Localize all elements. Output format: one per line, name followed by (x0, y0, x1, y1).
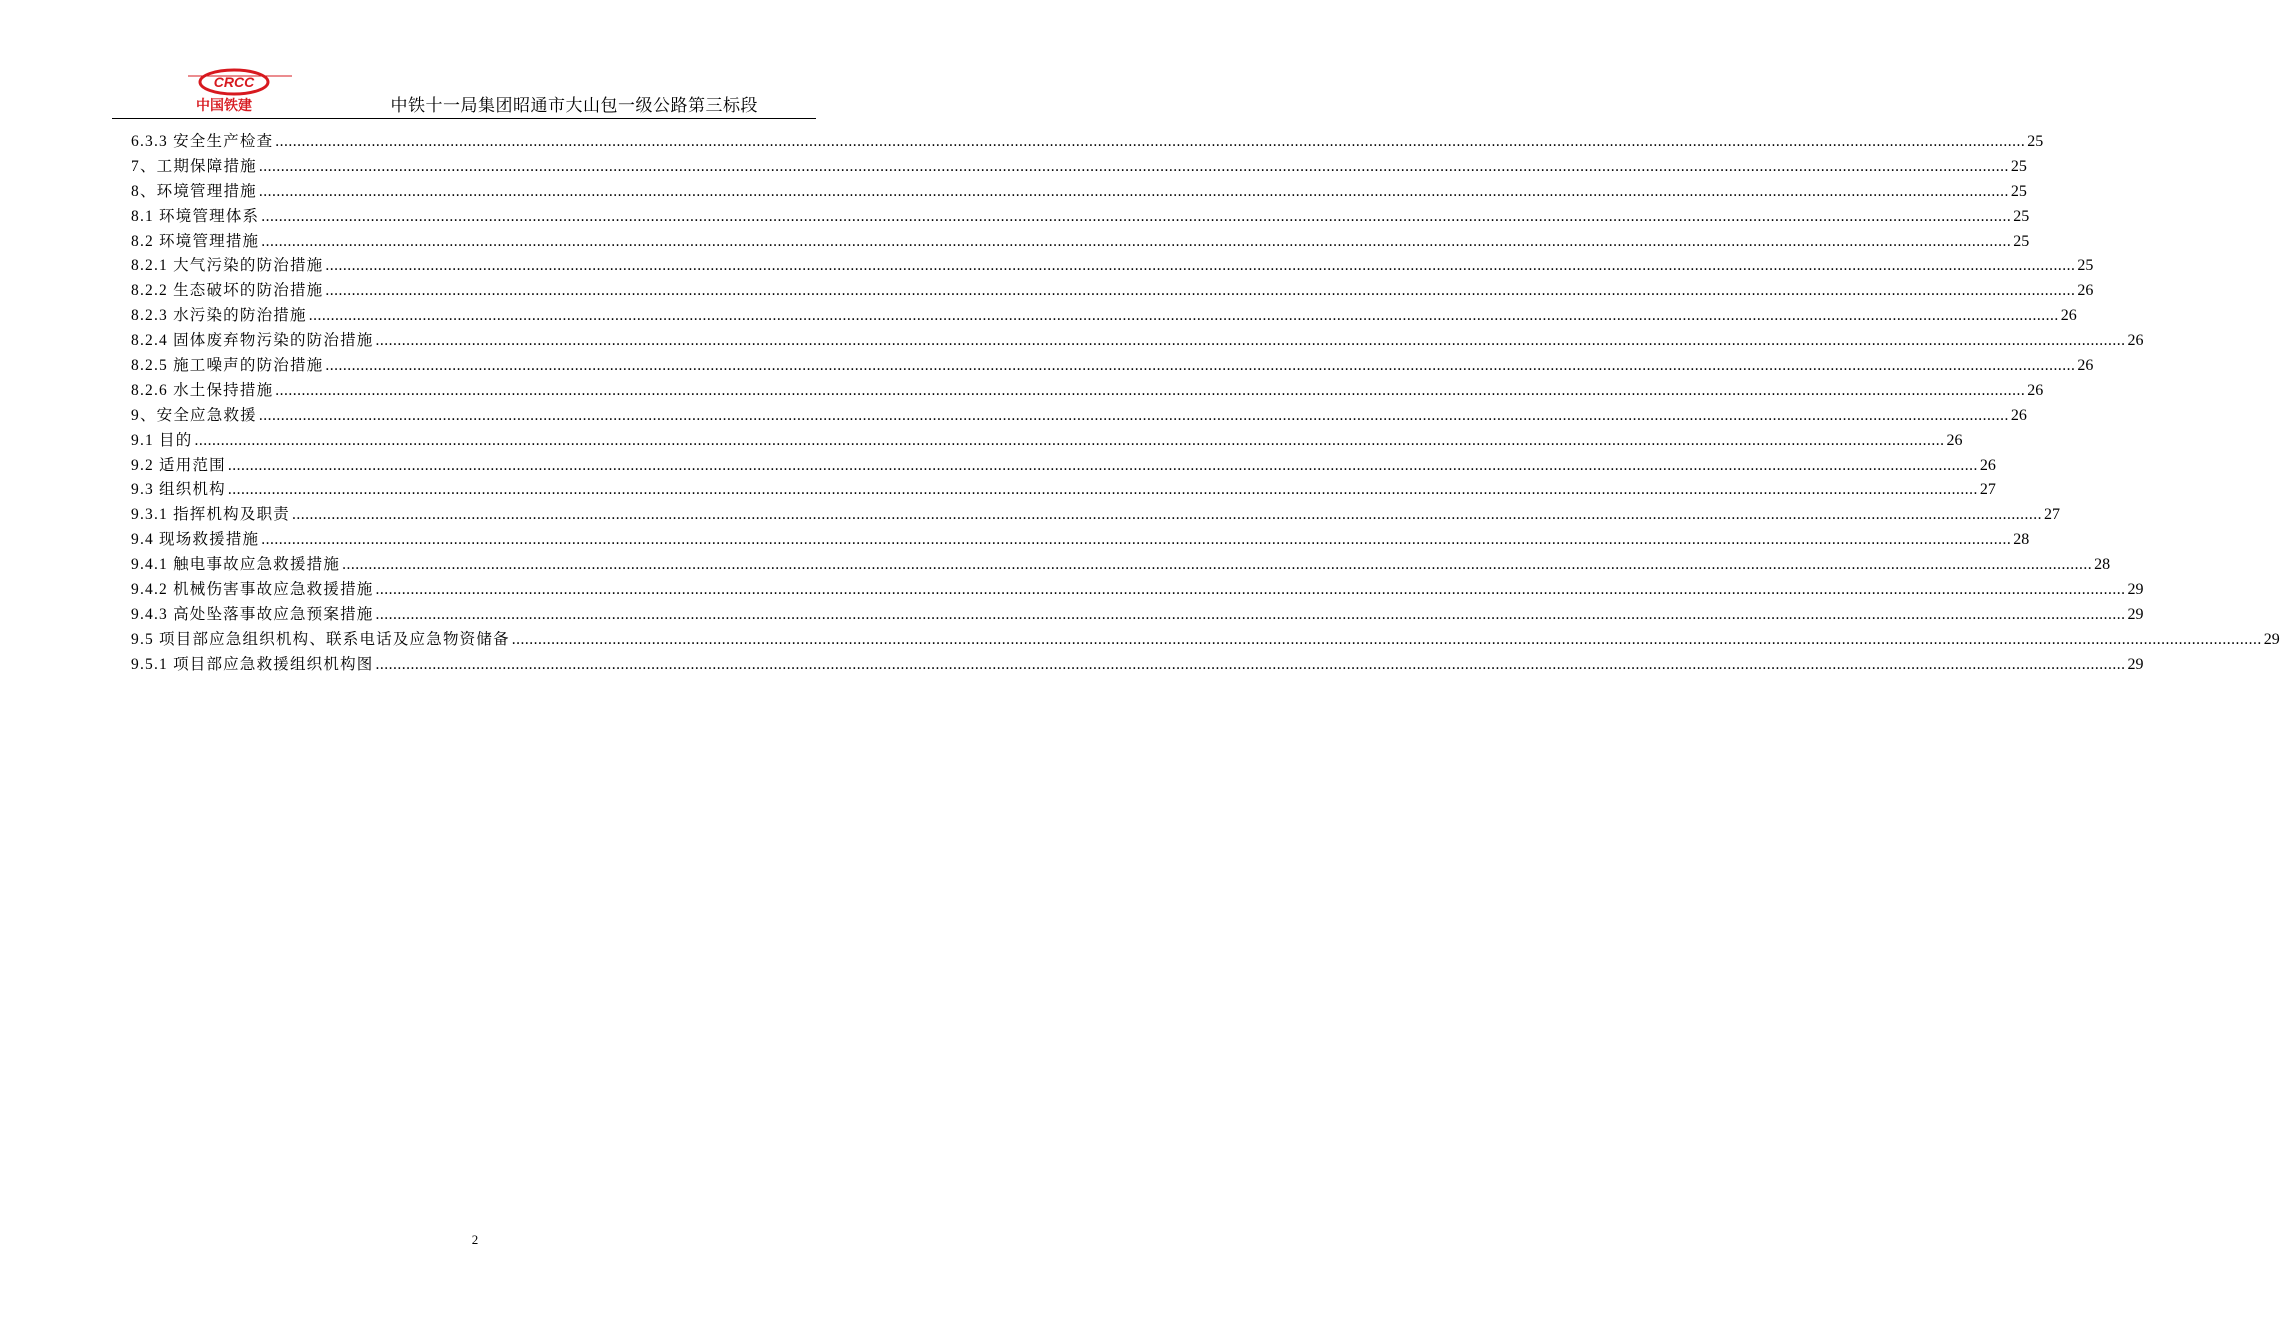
toc-entry-label: 8、环境管理措施 (131, 182, 257, 200)
toc-dot-leader: ................................................................................................................................................................................................................................................................................................................................................................................................................ (261, 207, 2012, 225)
toc-entry[interactable] (131, 653, 2144, 678)
toc-entry-page: 27 (1979, 481, 1996, 499)
toc-entry-label: 9.4 现场救援措施 (131, 531, 260, 549)
toc-entry[interactable] (131, 553, 2111, 578)
toc-entry-page: 26 (2127, 332, 2144, 350)
toc-entry[interactable] (131, 329, 2144, 354)
toc-dot-leader: ................................................................................................................................................................................................................................................................................................................................................................................................................ (375, 605, 2126, 623)
toc-dot-leader: ................................................................................................................................................................................................................................................................................................................................................................................................................ (258, 157, 2009, 175)
toc-entry[interactable] (131, 205, 2030, 230)
toc-entry-label: 8.2.6 水土保持措施 (131, 381, 274, 399)
toc-entry-label: 8.2.2 生态破坏的防治措施 (131, 282, 324, 300)
toc-entry-page: 26 (1979, 456, 1996, 474)
toc-dot-leader: ................................................................................................................................................................................................................................................................................................................................................................................................................ (258, 406, 2009, 424)
toc-entry[interactable] (131, 230, 2030, 255)
page-number: 2 (471, 1232, 479, 1247)
toc-entry-label: 9.5.1 项目部应急救援组织机构图 (131, 655, 374, 673)
toc-entry-label: 8.2.3 水污染的防治措施 (131, 307, 307, 325)
toc-entry-page: 25 (2013, 207, 2030, 225)
toc-dot-leader: ................................................................................................................................................................................................................................................................................................................................................................................................................ (227, 481, 1978, 499)
toc-entry-page: 26 (2027, 381, 2044, 399)
toc-entry-label: 8.2.5 施工噪声的防治措施 (131, 357, 324, 375)
toc-entry-label: 8.2.1 大气污染的防治措施 (131, 257, 324, 275)
toc-entry[interactable] (131, 628, 2280, 653)
toc-entry[interactable] (131, 180, 2027, 205)
toc-entry[interactable] (131, 503, 2060, 528)
toc-entry[interactable] (131, 528, 2030, 553)
toc-dot-leader: ................................................................................................................................................................................................................................................................................................................................................................................................................ (291, 506, 2042, 524)
toc-entry-label: 9.2 适用范围 (131, 456, 226, 474)
toc-entry-page: 29 (2127, 605, 2144, 623)
toc-entry-page: 25 (2027, 133, 2044, 150)
table-of-contents (131, 130, 2280, 678)
toc-dot-leader: ................................................................................................................................................................................................................................................................................................................................................................................................................ (261, 531, 2012, 549)
toc-entry-page: 28 (2013, 531, 2030, 549)
toc-entry-page: 27 (2043, 506, 2060, 524)
toc-entry-label: 8.2.4 固体废弃物污染的防治措施 (131, 332, 374, 350)
toc-entry-page: 29 (2127, 581, 2144, 599)
toc-entry[interactable] (131, 304, 2077, 329)
toc-entry[interactable] (131, 130, 2044, 155)
toc-dot-leader: ................................................................................................................................................................................................................................................................................................................................................................................................................ (275, 381, 2026, 399)
toc-dot-leader: ................................................................................................................................................................................................................................................................................................................................................................................................................ (227, 456, 1978, 474)
toc-dot-leader: ................................................................................................................................................................................................................................................................................................................................................................................................................ (342, 556, 2093, 574)
toc-dot-leader: ................................................................................................................................................................................................................................................................................................................................................................................................................ (375, 581, 2126, 599)
toc-dot-leader: ................................................................................................................................................................................................................................................................................................................................................................................................................ (325, 357, 2076, 375)
crcc-logo (182, 64, 322, 116)
toc-entry-label: 9.4.1 触电事故应急救援措施 (131, 556, 341, 574)
logo-mark-text: CRCC (213, 74, 255, 90)
toc-entry-page: 25 (2077, 257, 2094, 275)
toc-entry-page: 28 (2094, 556, 2111, 574)
toc-dot-leader: ................................................................................................................................................................................................................................................................................................................................................................................................................ (511, 630, 2262, 648)
toc-entry[interactable] (131, 404, 2027, 429)
toc-entry-page: 26 (2060, 307, 2077, 325)
crcc-logo-mark (182, 64, 322, 116)
toc-entry-page: 25 (2013, 232, 2030, 250)
toc-entry-page: 29 (2127, 655, 2144, 673)
toc-dot-leader: ................................................................................................................................................................................................................................................................................................................................................................................................................ (261, 232, 2012, 250)
toc-entry-page: 26 (2010, 406, 2027, 424)
logo-text: 中国铁建 (196, 98, 252, 114)
toc-entry[interactable] (131, 454, 1996, 479)
toc-entry-page: 29 (2263, 630, 2280, 648)
toc-entry-page: 25 (2010, 157, 2027, 175)
toc-entry-label: 7、工期保障措施 (131, 157, 257, 175)
toc-entry[interactable] (131, 578, 2144, 603)
toc-entry-label: 6.3.3 安全生产检查 (131, 133, 274, 150)
toc-dot-leader: ................................................................................................................................................................................................................................................................................................................................................................................................................ (194, 431, 1945, 449)
toc-entry[interactable] (131, 279, 2094, 304)
toc-entry[interactable] (131, 379, 2044, 404)
toc-dot-leader: ................................................................................................................................................................................................................................................................................................................................................................................................................ (375, 332, 2126, 350)
toc-entry-label: 9.1 目的 (131, 431, 193, 449)
toc-entry-label: 9、安全应急救援 (131, 406, 257, 424)
toc-entry-page: 25 (2010, 182, 2027, 200)
toc-dot-leader: ................................................................................................................................................................................................................................................................................................................................................................................................................ (325, 257, 2076, 275)
toc-entry[interactable] (131, 155, 2027, 180)
toc-dot-leader: ................................................................................................................................................................................................................................................................................................................................................................................................................ (258, 182, 2009, 200)
toc-entry[interactable] (131, 254, 2094, 279)
toc-entry-page: 26 (1946, 431, 1963, 449)
toc-entry-label: 9.4.3 高处坠落事故应急预案措施 (131, 605, 374, 623)
toc-entry[interactable] (131, 478, 1996, 503)
toc-entry-label: 9.3 组织机构 (131, 481, 226, 499)
toc-entry-page: 26 (2077, 282, 2094, 300)
toc-dot-leader: ................................................................................................................................................................................................................................................................................................................................................................................................................ (308, 307, 2059, 325)
page-header (112, 62, 816, 119)
toc-entry-label: 9.3.1 指挥机构及职责 (131, 506, 290, 524)
toc-dot-leader: ................................................................................................................................................................................................................................................................................................................................................................................................................ (275, 133, 2026, 150)
toc-entry-label: 9.4.2 机械伤害事故应急救援措施 (131, 581, 374, 599)
toc-entry[interactable] (131, 603, 2144, 628)
toc-entry-label: 9.5 项目部应急组织机构、联系电话及应急物资储备 (131, 630, 510, 648)
toc-dot-leader: ................................................................................................................................................................................................................................................................................................................................................................................................................ (325, 282, 2076, 300)
toc-entry[interactable] (131, 429, 1963, 454)
toc-entry-page: 26 (2077, 357, 2094, 375)
toc-entry[interactable] (131, 354, 2094, 379)
header-title: 中铁十一局集团昭通市大山包一级公路第三标段 (390, 96, 758, 115)
toc-entry-label: 8.2 环境管理措施 (131, 232, 260, 250)
toc-dot-leader: ................................................................................................................................................................................................................................................................................................................................................................................................................ (375, 655, 2126, 673)
toc-entry-label: 8.1 环境管理体系 (131, 207, 260, 225)
